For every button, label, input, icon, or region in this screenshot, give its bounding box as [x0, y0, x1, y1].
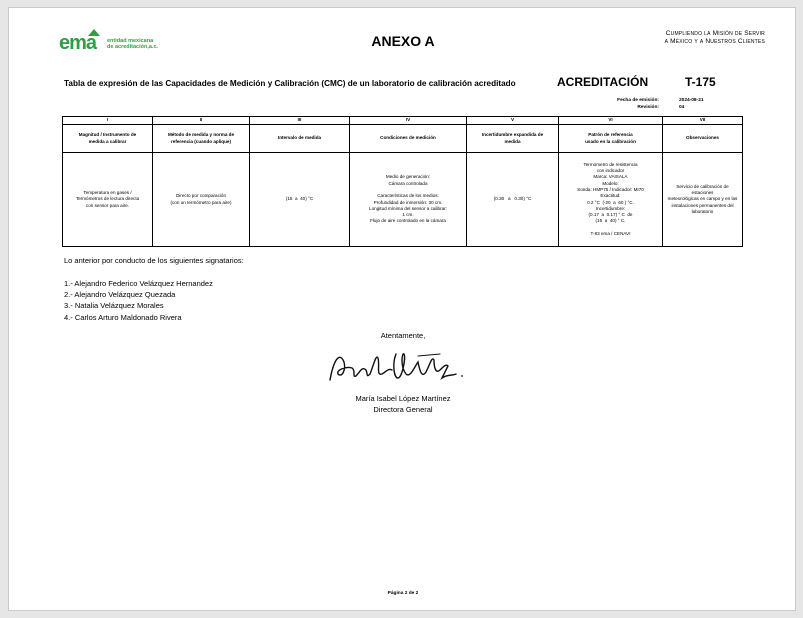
logo-subtitle: entidad mexicana de acreditación,a.c. [107, 38, 159, 50]
table-title: Tabla de expresión de las Capacidades de Medición y Calibración (CMC) de un laboratorio de calibración acreditado [64, 79, 516, 88]
logo-mark: ema [59, 32, 96, 55]
cell-reference: Termometro de resistencia con indicador Marca: VAISALA Modelo: Sonda: HMP75 / Indicador: MI70 Exactitud: 0.2 °C (-20 a 60 ) °C. Incertidumbre: (0.17 a 0.17) ° C de (15 a 40) ° C. T-83 ema / CENAVI [559, 153, 663, 247]
accreditation-label: ACREDITACIÓN [557, 75, 649, 89]
signer-title: Directora General [373, 405, 433, 414]
revision-value: 04 [679, 104, 685, 110]
cell-method: Directo por comparación (con un termómetro para aire) [153, 153, 250, 247]
accreditation-code: T-175 [685, 75, 716, 89]
roman-cell: III [250, 117, 350, 125]
meta-labels [599, 98, 659, 111]
header-reference: Patrón de referencia usado en la calibración [559, 125, 663, 153]
roman-cell: V [467, 117, 559, 125]
cell-conditions: Medio de generación: Cámara controlada Características de los medios: Profundidad de inmersión: 30 cm. Longitud mínima del sensor a calibrar: 1 cm. Flujo de aire controlado en la cámara [350, 153, 467, 247]
cell-magnitude: Temperatura en gases / Termómetros de lectura directa con sensor para aire. [63, 153, 153, 247]
list-item: 1.- Alejandro Federico Velázquez Hernandez [64, 279, 213, 288]
list-item: 4.- Carlos Arturo Maldonado Rivera [64, 312, 182, 322]
revision-label: Revisión: [637, 104, 659, 110]
header-conditions: Condiciones de medición [350, 125, 467, 153]
roman-cell: VII [663, 117, 743, 125]
header-method: Método de medida y norma de referencia (cuando aplique) [153, 125, 250, 153]
signatory-list [64, 278, 213, 323]
list-item: 2.- Alejandro Velázquez Quezada [64, 290, 176, 300]
intro-text: Lo anterior por conducto de los siguientes signatarios: [64, 256, 244, 265]
closing-text: Atentamente, [380, 331, 426, 340]
roman-cell: IV [350, 117, 467, 125]
column-header-row [63, 125, 743, 153]
signer-name: María Isabel López Martínez [355, 394, 451, 403]
table-row [63, 153, 743, 247]
cmc-table [62, 116, 743, 247]
header-observations: Observaciones [663, 125, 743, 153]
issue-date-label: Fecha de emisión: [617, 98, 659, 103]
annex-title: ANEXO A [371, 33, 435, 49]
roman-cell: II [153, 117, 250, 125]
motto: Cumpliendo la Misión de Servir a México y a Nuestros Clientes [664, 30, 765, 45]
header-magnitude: Magnitud / Instrumento de medida a calibrar [63, 125, 153, 153]
cell-uncertainty: (0.30 a 0.30) °C [467, 153, 559, 247]
meta-values [679, 98, 729, 111]
roman-cell: I [63, 117, 153, 125]
list-item: 3.- Natalia Velázquez Morales [64, 301, 164, 311]
page-number: Página 2 de 2 [387, 591, 419, 596]
cell-range: (15 a 40) °C [250, 153, 350, 247]
document-page [8, 7, 796, 611]
cell-observations: Servicio de calibración de estaciones meteorológicas en campo y en las instalaciones permanentes del laboratorio [663, 153, 743, 247]
roman-numeral-row [63, 117, 743, 125]
roman-cell: VI [559, 117, 663, 125]
handwritten-signature [322, 344, 472, 388]
issue-date-value: 2024-08-21 [679, 98, 704, 103]
header-uncertainty: Incertidumbre expandida de medida [467, 125, 559, 153]
header-range: Intervalo de medida [250, 125, 350, 153]
